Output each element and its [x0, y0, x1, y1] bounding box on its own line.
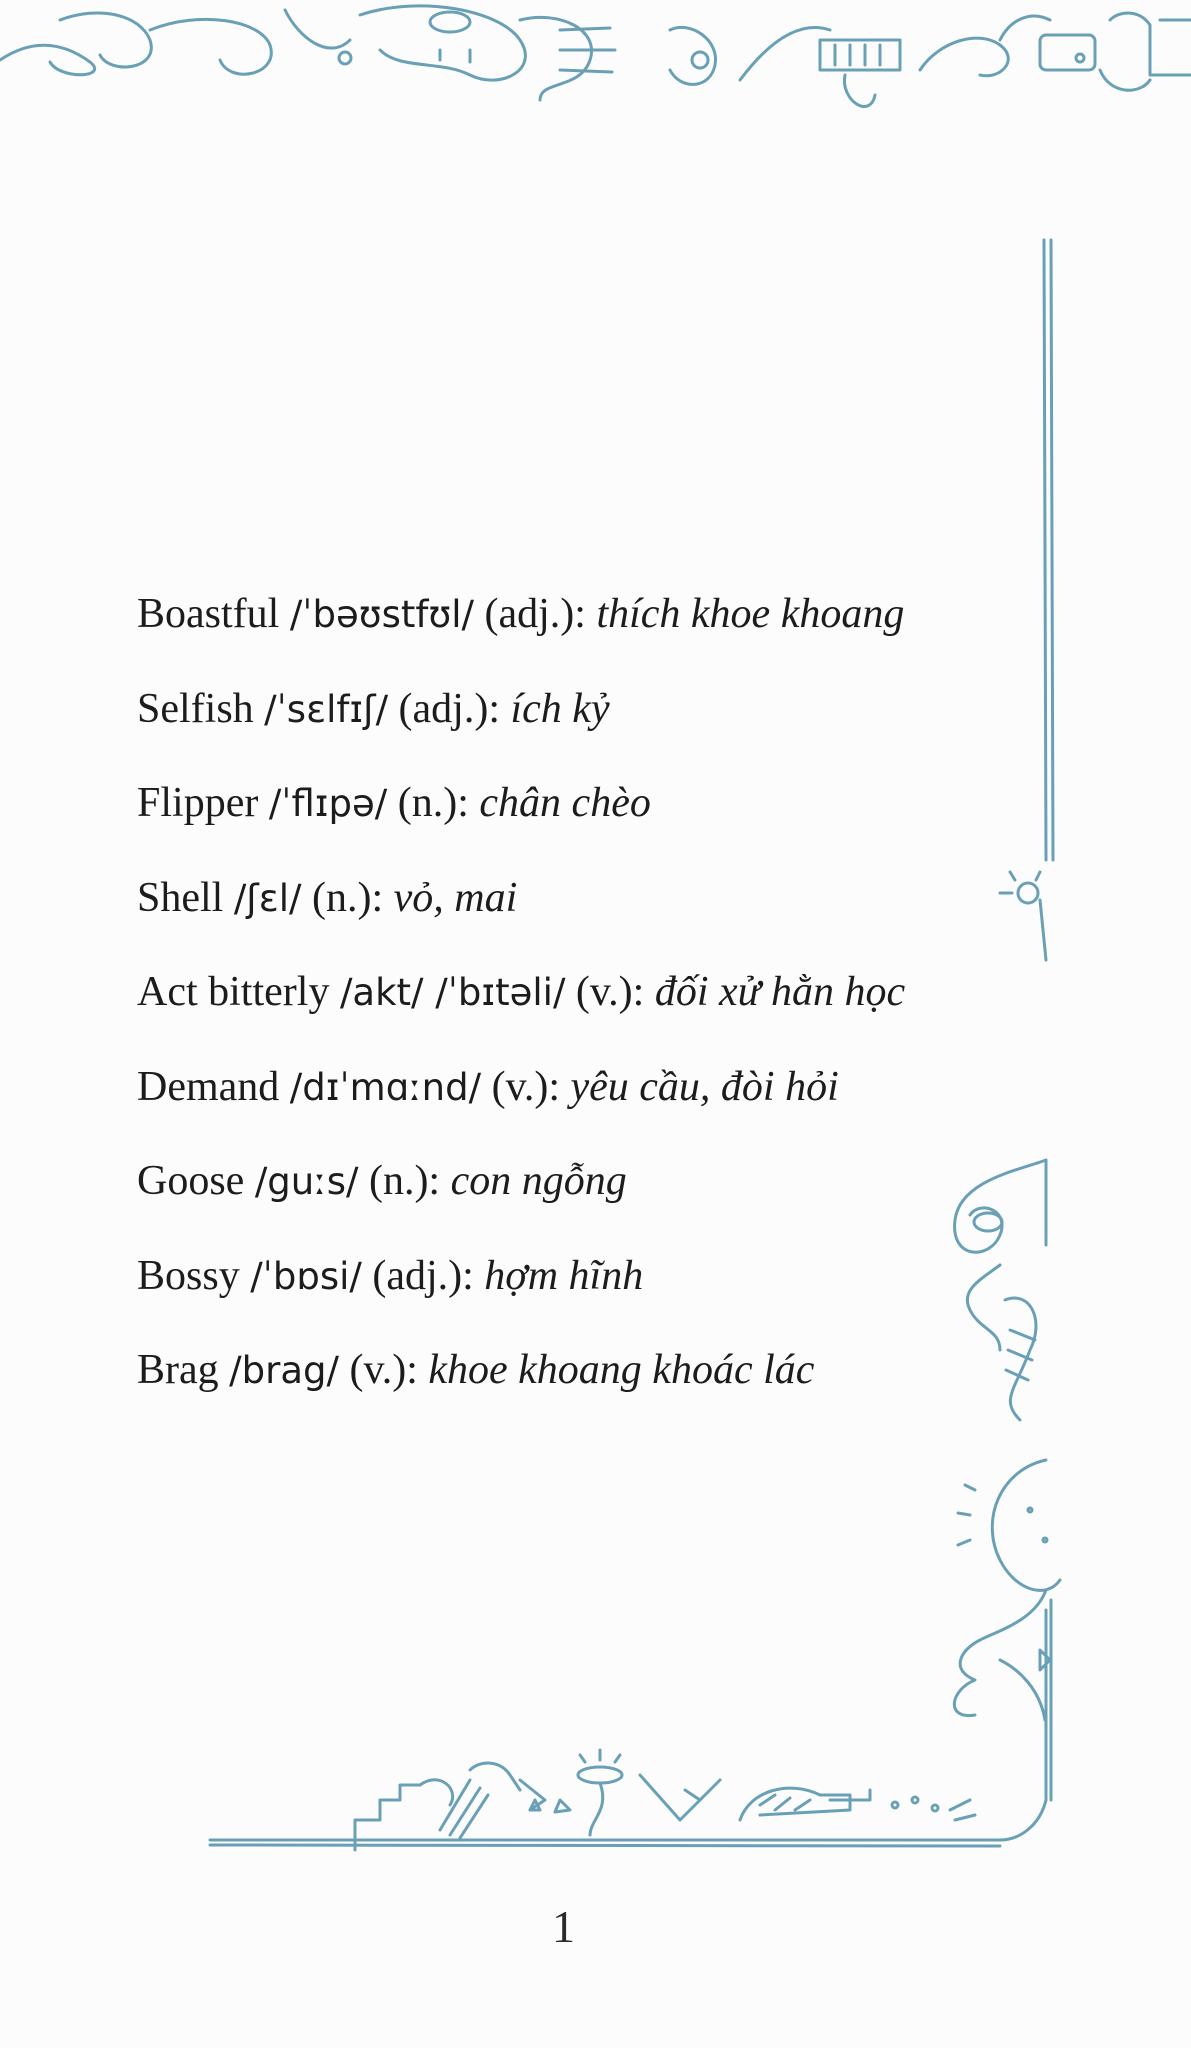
- vocab-pronunciation: /ˈflɪpə/: [268, 782, 388, 825]
- vocab-word: Brag: [137, 1347, 219, 1393]
- vocab-pronunciation: /dɪˈmɑːnd/: [289, 1065, 482, 1109]
- vocab-entry: [137, 869, 1017, 964]
- vocab-entry: [137, 963, 1017, 1058]
- vocab-entry: [137, 680, 1017, 775]
- vocab-meaning: đối xử hằn học: [654, 969, 906, 1015]
- vocab-word: Flipper: [137, 780, 259, 826]
- vocabulary-list: [137, 585, 1017, 1436]
- vocab-word: Selfish: [137, 685, 254, 732]
- vocab-part-of-speech: (n.):: [368, 1158, 441, 1204]
- vocab-part-of-speech: (v.):: [349, 1347, 418, 1393]
- vocab-entry: [137, 774, 1017, 869]
- vocab-meaning: thích khoe khoang: [596, 591, 905, 637]
- vocab-part-of-speech: (adj.):: [372, 1252, 474, 1299]
- vocab-entry: [137, 1247, 1017, 1342]
- vocab-part-of-speech: (n.):: [397, 780, 469, 826]
- vocab-pronunciation: /akt/ /ˈbɪtəli/: [339, 971, 566, 1014]
- vocab-word: Bossy: [137, 1252, 240, 1299]
- vocab-entry: [137, 585, 1017, 680]
- vocab-part-of-speech: (adj.):: [398, 685, 500, 732]
- vocab-pronunciation: /ˈsɛlfɪʃ/: [264, 687, 389, 731]
- vocab-meaning: khoe khoang khoác lác: [428, 1347, 815, 1393]
- vocab-word: Shell: [137, 874, 224, 921]
- vocab-pronunciation: /ˈbɒsi/: [250, 1254, 362, 1298]
- vocab-word: Boastful: [137, 591, 280, 637]
- vocab-pronunciation: /ʃɛl/: [233, 876, 302, 920]
- vocab-meaning: hợm hĩnh: [484, 1252, 644, 1299]
- vocab-pronunciation: /ˈbəʊstfʊl/: [289, 593, 474, 636]
- vocab-entry: [137, 1058, 1017, 1153]
- vocab-entry: [137, 1152, 1017, 1247]
- vocab-pronunciation: /guːs/: [254, 1160, 359, 1203]
- vocab-meaning: yêu cầu, đòi hỏi: [570, 1063, 839, 1110]
- page-number: 1: [552, 1901, 575, 1952]
- vocab-part-of-speech: (adj.):: [484, 591, 586, 637]
- vocab-part-of-speech: (v.):: [575, 969, 645, 1015]
- vocab-word: Goose: [137, 1158, 245, 1204]
- vocab-meaning: con ngỗng: [450, 1158, 627, 1204]
- vocab-part-of-speech: (v.):: [491, 1063, 560, 1110]
- vocab-part-of-speech: (n.):: [311, 874, 384, 921]
- vocab-word: Demand: [137, 1063, 280, 1110]
- vocab-meaning: vỏ, mai: [393, 874, 518, 921]
- vocab-word: Act bitterly: [137, 969, 330, 1015]
- vocab-meaning: chân chèo: [479, 780, 651, 826]
- vocab-pronunciation: /brag/: [229, 1349, 339, 1392]
- vocab-entry: [137, 1341, 1017, 1436]
- vocab-meaning: ích kỷ: [510, 685, 610, 732]
